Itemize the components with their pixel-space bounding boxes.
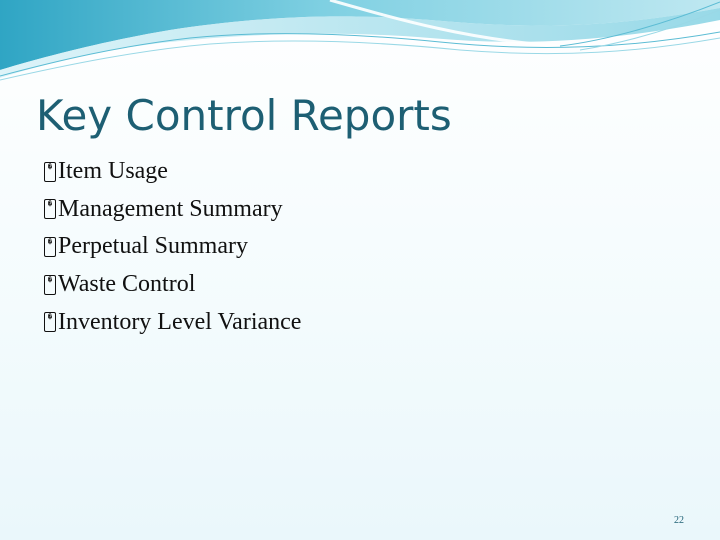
bullet-list — [44, 153, 301, 341]
bullet-text: Inventory Level Variance — [58, 308, 302, 335]
page-number: 22 — [674, 515, 684, 526]
bullet-item — [44, 228, 301, 266]
missing-glyph-bullet-icon: � — [44, 162, 56, 182]
missing-glyph-bullet-icon: � — [44, 199, 56, 219]
bullet-text: Management Summary — [58, 195, 283, 222]
bullet-text: Waste Control — [58, 271, 196, 298]
bullet-item — [44, 153, 301, 191]
bullet-item — [44, 191, 301, 229]
bullet-item — [44, 266, 301, 304]
missing-glyph-bullet-icon: � — [44, 312, 56, 332]
missing-glyph-bullet-icon: � — [44, 237, 56, 257]
missing-glyph-bullet-icon: � — [44, 275, 56, 295]
bullet-item — [44, 303, 301, 341]
bullet-text: Item Usage — [58, 158, 168, 185]
bullet-text: Perpetual Summary — [58, 233, 248, 260]
slide-title: Key Control Reports — [36, 91, 452, 140]
header-wave-decoration — [0, 0, 720, 90]
